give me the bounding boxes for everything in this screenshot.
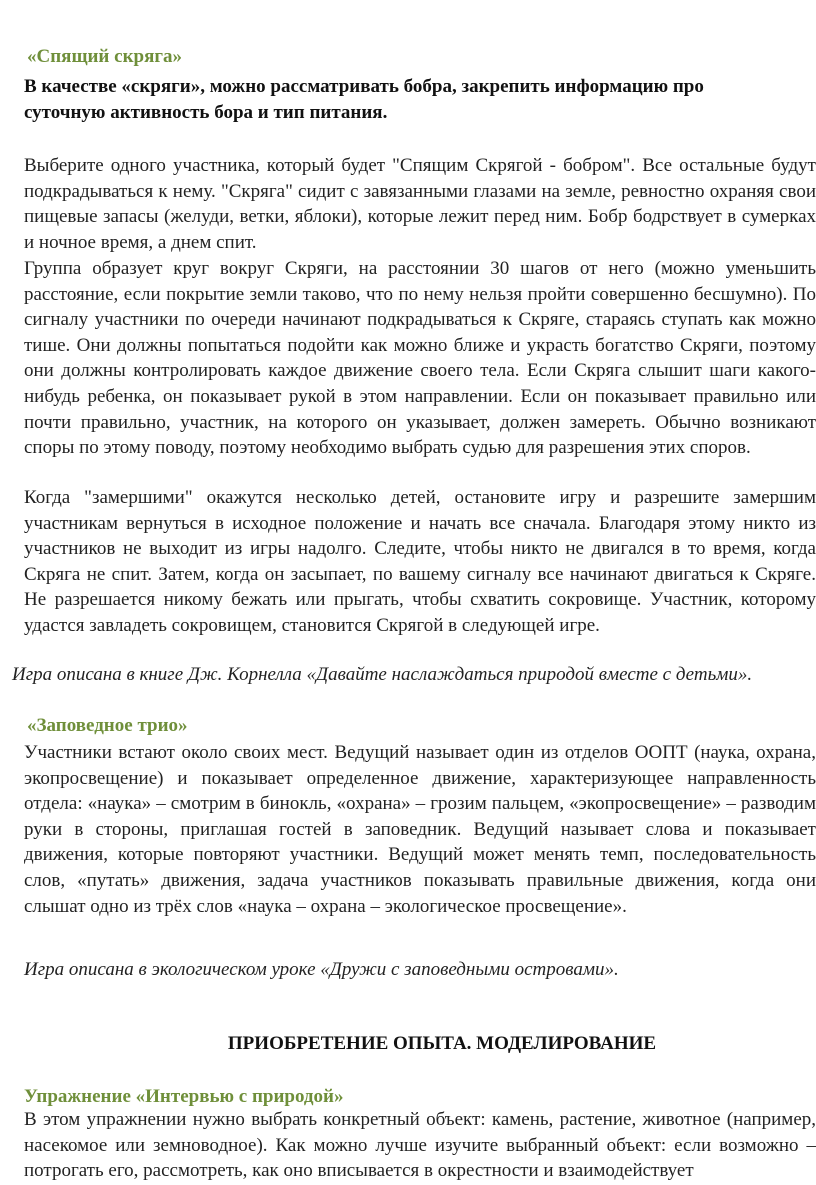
game1-title: «Спящий скряга» <box>27 46 182 67</box>
game2-title: «Заповедное трио» <box>27 715 188 736</box>
game1-intro: В качестве «скряги», можно рассматривать бобра, закрепить информацию про суточную активность бора и тип питания. <box>24 76 704 123</box>
game1-paragraph-3: Когда "замершими" окажутся несколько детей, остановите игру и разрешите замершим участникам вернуться в исходное положение и начать все сначала. Благодаря этому никто из участников не выходит из игры надолго. Следите, чтобы никто не двигался в то время, когда Скряга не спит. Затем, когда он засыпает, по вашему сигналу все начинают двигаться к Скряге. Не разрешается никому бежать или прыгать, чтобы схватить сокровище. Участник, которому удастся завладеть сокровищем, становится Скрягой в следующей игре. <box>24 487 816 636</box>
game1-paragraph-2: Группа образует круг вокруг Скряги, на расстоянии 30 шагов от него (можно уменьшить расстояние, если покрытие земли таково, что по нему нельзя пройти совершенно бесшумно). По сигналу участники по очереди начинают подкрадываться к Скряге, стараясь ступать как можно тише. Они должны попытаться подойти как можно ближе и украсть богатство Скряги, поэтому они должны контролировать каждое движение своего тела. Если Скряга слышит шаги какого-нибудь ребенка, он показывает рукой в этом направлении. Если он показывает правильно или почти правильно, участник, на которого он указывает, должен замереть. Обычно возникают споры по этому поводу, поэтому необходимо выбрать судью для разрешения этих споров. <box>24 258 816 459</box>
game2-credit: Игра описана в экологическом уроке «Дружи с заповедными островами». <box>24 959 619 980</box>
game1-paragraph-1: Выберите одного участника, который будет "Спящим Скрягой - бобром". Все остальные будут подкрадываться к нему. "Скряга" сидит с завязанными глазами на земле, ревностно охраняя свои пищевые запасы (желуди, ветки, яблоки), которые лежит перед ним. Бобр бодрствует в сумерках и ночное время, а днем спит. <box>24 155 816 253</box>
exercise-paragraph: В этом упражнении нужно выбрать конкретный объект: камень, растение, животное (например, насекомое или земноводное). Как можно лучше изучите выбранный объект: если возможно – потрогать его, рассмотреть, как оно вписывается в окрестности и взаимодействует <box>24 1109 816 1182</box>
section-title: ПРИОБРЕТЕНИЕ ОПЫТА. МОДЕЛИРОВАНИЕ <box>227 1033 657 1054</box>
game1-credit: Игра описана в книге Дж. Корнелла «Давайте наслаждаться природой вместе с детьми». <box>12 664 753 685</box>
exercise-title: Упражнение «Интервью с природой» <box>24 1086 344 1107</box>
game2-paragraph: Участники встают около своих мест. Ведущий называет один из отделов ООПТ (наука, охрана, экопросвещение) и показывает определенное движение, характеризующее направленность отдела: «наука» – смотрим в бинокль, «охрана» – грозим пальцем, «экопросвещение» – разводим руки в стороны, приглашая гостей в заповедник. Ведущий называет слова и показывает движения, которые повторяют участники. Ведущий может менять темп, последовательность слов, «путать» движения, задача участников показывать правильные движения, когда они слышат одно из трёх слов «наука – охрана – экологическое просвещение». <box>24 742 816 917</box>
